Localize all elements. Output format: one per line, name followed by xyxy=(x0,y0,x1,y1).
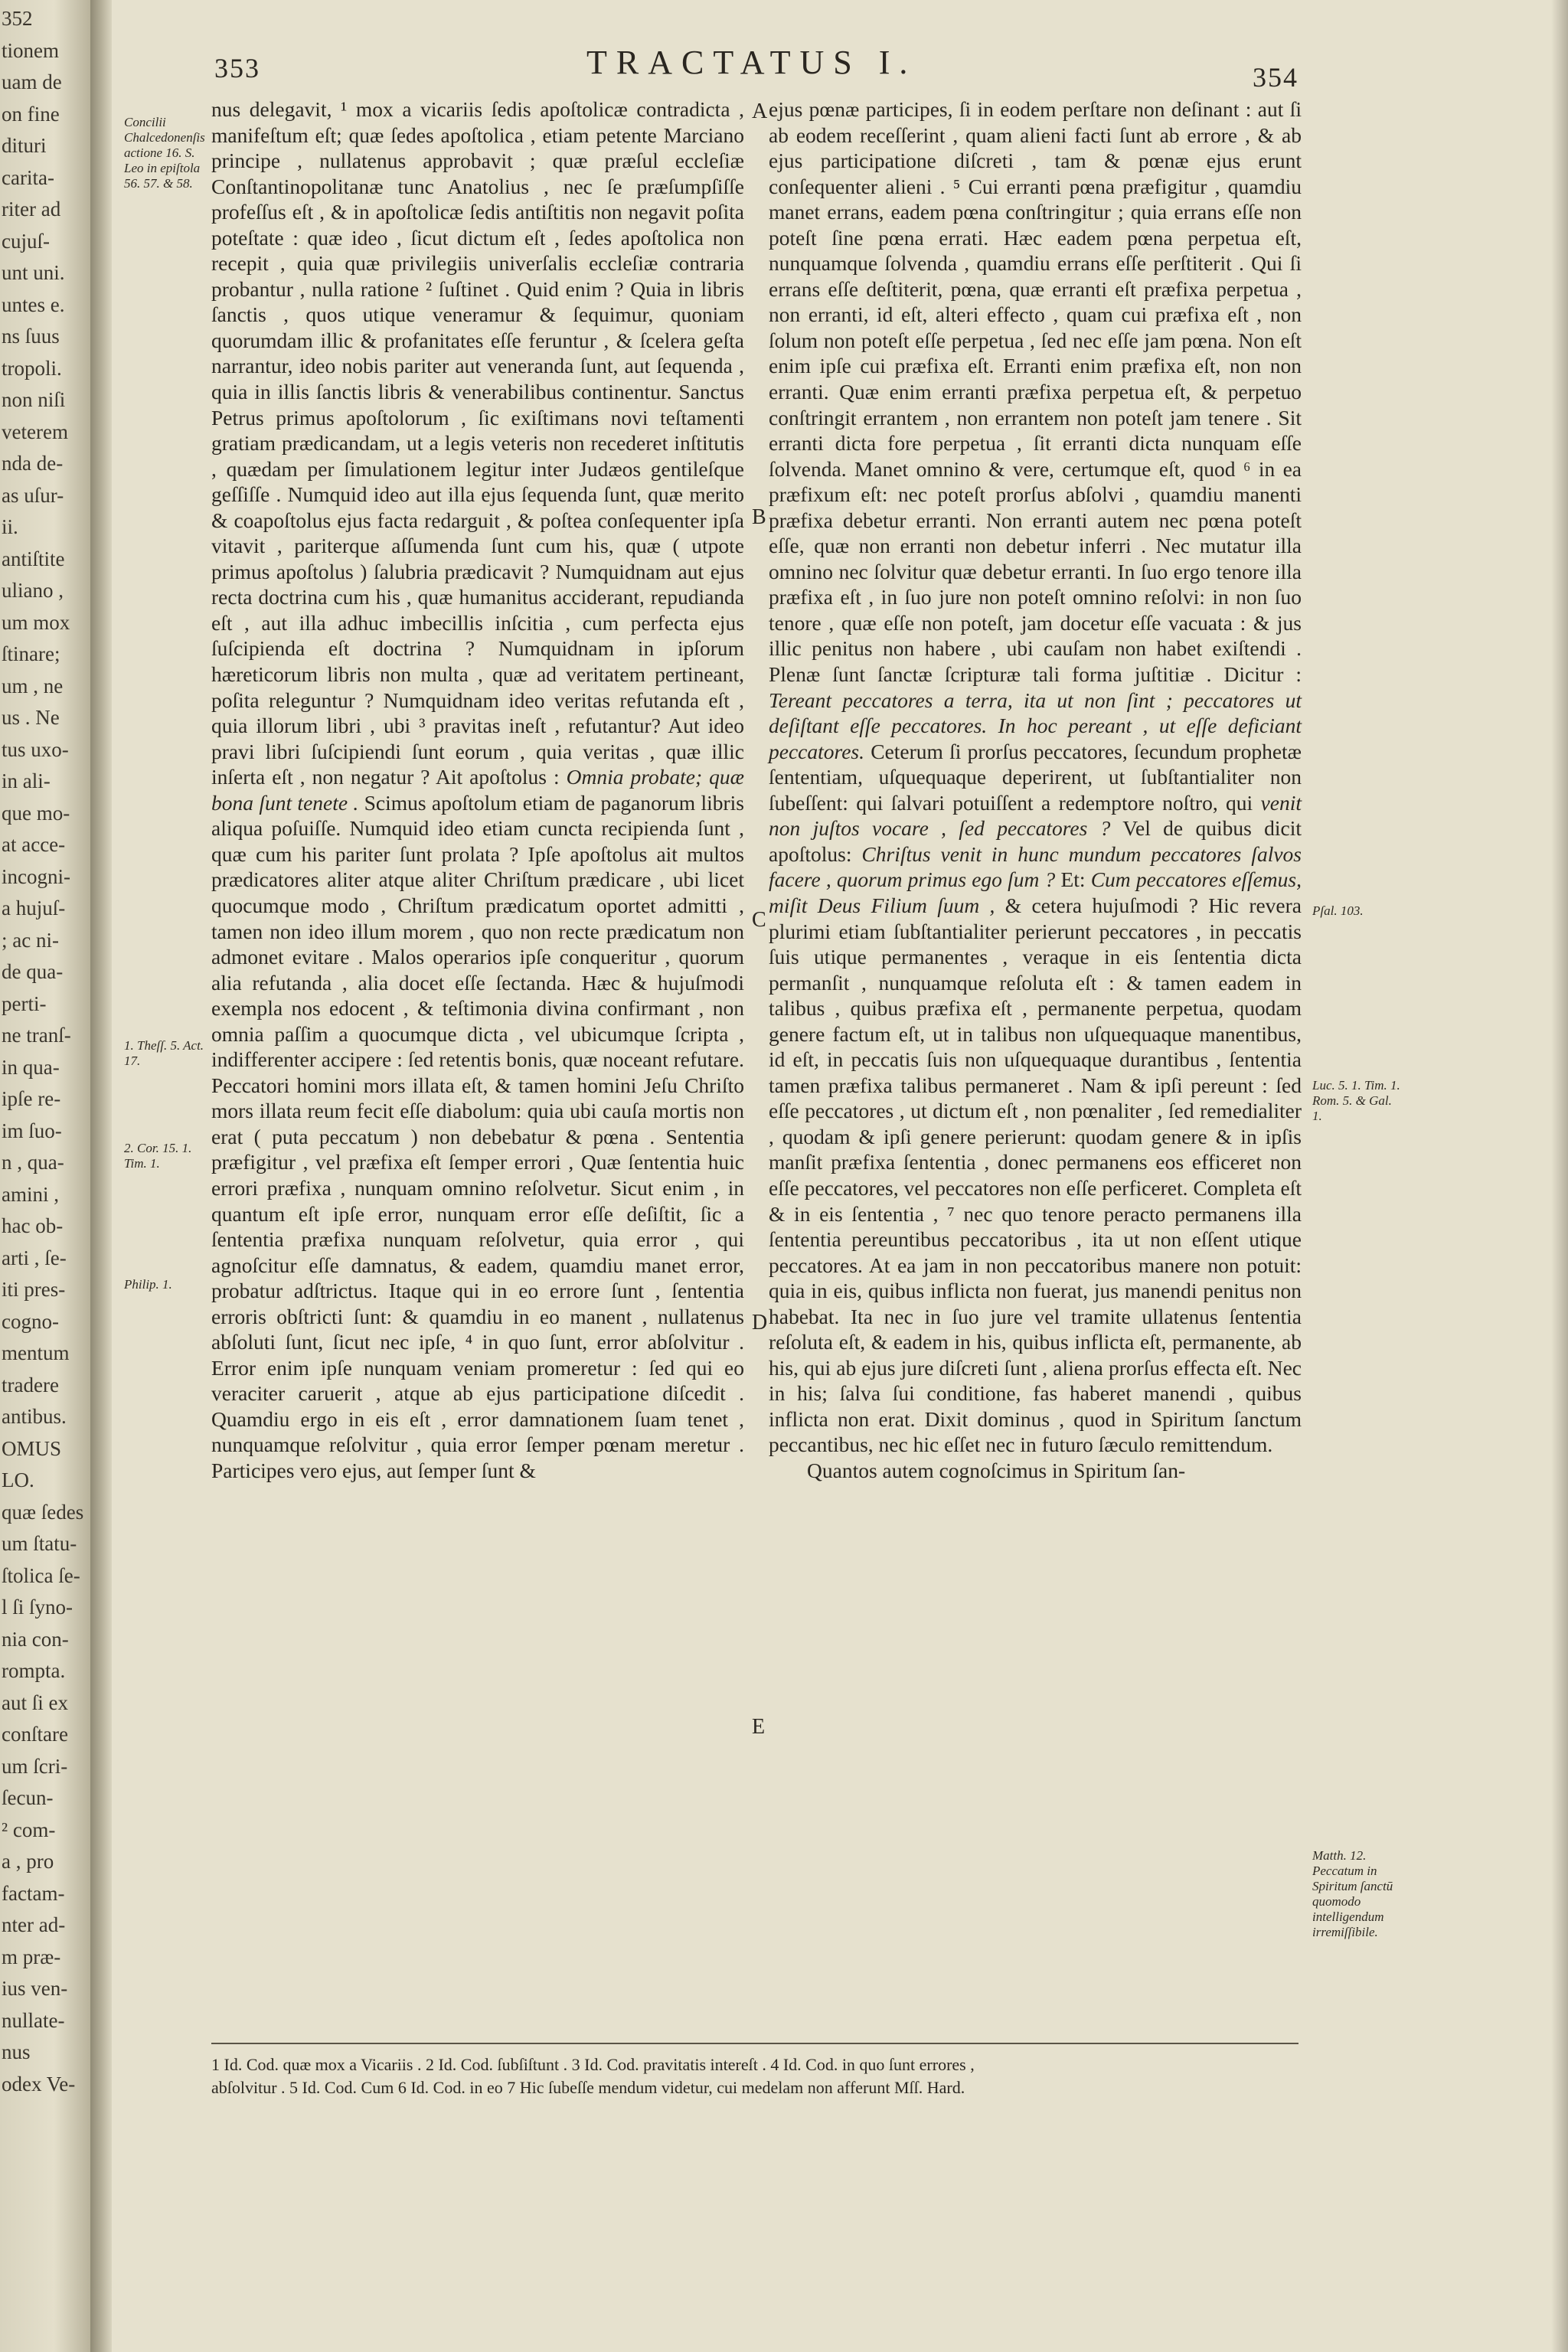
previous-page-fragment: antibus. xyxy=(2,1405,67,1428)
previous-page-fragment: rompta. xyxy=(2,1659,66,1682)
text-run: ejus pœnæ participes, ſi in eodem perſtare non deſinant : aut ſi ab eodem receſſerint , quam alieni facti ſunt ab errore , & ab ejus participatione diſcreti , tam & pœnæ ejus erunt conſequenter alieni . ⁵ Cui erranti pœna præfigitur , quamdiu manet errans, eadem pœna conſtringitur ; quia errans eſſe non poteſt ſine pœna errati. Hæc eadem pœna perpetua eſt, nunquamque ſolvenda , quamdiu errans eſſe perſtiterit . Qui ſi errans eſſe deſtiterit, pœna, quæ erranti eſt præfixa perpetua , non erranti, id eſt, alteri effecto , quam cui præfixa eſt , non ſolum non poteſt eſſe perpetua , ſed nec eſſe jam pœna. Non eſt enim ipſe cui præfixa eſt. Erranti enim præfixa eſt, non non erranti. Quæ enim erranti præfixa perpetua eſt, & perpetuo conſtringit errantem , non errantem non poteſt jam tenere . Sit erranti dicta fore perpetua , ſit erranti dicta nunquam eſſe ſolvenda. Manet omnino & vere, certumque eſt, quod ⁶ in ea præfixum eſt: nec poteſt prorſus abſolvi , quamdiu manenti præfixa debetur erranti. Non erranti autem nec pœna poteſt eſſe, quæ non erranti non debetur inferri . Nec mutatur illa omnino nec ſolvitur quæ debetur erranti. In ſuo ergo tenore illa præfixa eſt , in ſuo jure non poteſt omnino reſolvi: in non ſuo tenore , quæ eſſe non poteſt, jam docetur eſſe vacuata : & jus illic penitus non habere , ubi cauſam non habet exiſtendi . Plenæ ſunt ſanctæ ſcripturæ tali forma juſtitiæ . Dicitur : xyxy=(769,97,1302,687)
book-page xyxy=(112,0,1568,2352)
previous-page-fragment: ſecun- xyxy=(2,1786,54,1809)
running-head xyxy=(112,37,1568,93)
column-marker-a: A xyxy=(752,100,768,123)
page-number-left: 353 xyxy=(214,53,260,83)
text-run: & cetera hujuſmodi ? Hic revera plurimi etiam ſubſtantialiter perierunt peccatores , in peccatis ſuis utique permanentes , veraque in eis ſententia dicta permanſit , nunquamque reſoluta eſt : & tamen eadem in talibus , quibus præfixa eſt , permanente perpetua, quodam genere factum eſt, ut in talibus non uſquequaque manentibus, id eſt, in peccatis ſuis non uſquequaque durantibus , ſententia tamen præfixa talibus permaneret . Nam & ipſi pereunt : ſed eſſe peccatores , ut dictum eſt , non pœnaliter , ſed remedialiter , quodam & ipſi genere perierunt: quodam genere & in ipſis manſit præfixa ſententia , donec permanens eos efficeret non eſſe peccatores, vel peccatores non eſſe perficeret. Completa eſt & in eis ſententia , ⁷ nec quo tenore peracto permanens illa ſententia pereuntibus peccatoribus , ita ut non eſſent utique peccatores. At ea jam in non peccatoribus manere non potuit: quia in eis, quibus inflicta non fuerat, jus manendi penitus non habebat. Ita nec in ſuo jure vel tramite ullatenus ſententia reſoluta eſt, & eadem in his, quibus inflicta eſt, permanente, ab his, qui ab ejus jure diſcreti ſunt , aliena prorſus effecta eſt. Nec in his; ſalva ſui conditione, fas haberet manendi , quibus inflicta non erat. Dixit dominus , quod in Spiritum ſanctum peccantibus, nec hic eſſet nec in futuro ſæculo remittendum. xyxy=(769,893,1302,1457)
text-column-right xyxy=(769,96,1302,1484)
scripture-quote: Cum peccatores eſſemus, miſit Deus Filium ſuum , xyxy=(769,867,1302,917)
previous-page-fragment: on fine xyxy=(2,102,60,126)
previous-page-fragment: ipſe re- xyxy=(2,1087,61,1110)
previous-page-fragment: tropoli. xyxy=(2,356,62,380)
scripture-quote: Chriſtus venit in hunc mundum peccatores ſalvos facere , quorum primus ego ſum ? xyxy=(769,841,1302,892)
margin-note-right-2: Luc. 5. 1. Tim. 1. Rom. 5. & Gal. 1. xyxy=(1312,1078,1400,1123)
page-edge-shadow xyxy=(1551,0,1568,2352)
previous-page-fragment: 352 xyxy=(2,7,33,30)
previous-page-fragment: uliano , xyxy=(2,579,64,602)
previous-page-fragment: ſtolica ſe- xyxy=(2,1563,80,1587)
previous-page-fragment: in ali- xyxy=(2,769,51,792)
previous-page-fragment: LO. xyxy=(2,1468,34,1491)
previous-page-fragment: ns ſuus xyxy=(2,325,60,348)
text-run: Scimus apoſtolum etiam de paganorum libris aliqua poſuiſſe. Numquid ideo etiam cuncta recipienda ſunt , quæ cum his pariter ſunt prolata ? Ipſe apoſtolus ait multos prædicatores aliter atque aliter Chriſtum prædicare , ubi licet quocumque modo , Chriſtum prædicatum oportet admitti , tamen non ideo illum morem , quo non recte prædicatum non admonet evitare . Malos operarios ipſe conqueritur , quorum alia refutanda , alia docet eſſe ſectanda. Hæc & hujuſmodi exempla nos edocent , & teſtimonia divina confirmant , non omnia paſſim a quocumque dicta , vel ubicumque ſcripta , indifferenter accipere : ſed retentis bonis, quæ noceant refutare. Peccatori homini mors illata eſt, & tamen homini Jeſu Chriſto mors illata reum fecit eſſe diabolum: quia ubi cauſa mortis non erat ( puta peccatum ) non debebatur & pœna . Sententia præfigitur , vel præfixa eſt ſemper errori , Quæ ſententia huic errori præfixa , nunquam omnino reſolvetur. Sicut enim , in quantum eſt ipſe error, nunquam error eſſe deſiſtit, ſic a ſententia præfixa nunquam reſolvetur, quia error , qui agnoſcitur eſſe damnatus, & eadem, quamdiu manet error, probatur adſtrictus. Itaque qui in eo errore ſunt , ſententia erroris obſtricti ſunt: & quamdiu in eo manent , nullatenus abſoluti ſunt, ſicut nec ipſe, ⁴ in quo ſunt, error abſolvitur . Error enim ipſe nunquam veniam promeretur : ſed qui eo veraciter caruerit , atque ab ejus participatione diſcedit . Quamdiu ergo in eis eſt , error damnationem ſuam tenet , nunquamque reſolvitur , quia error ſemper pœnam meretur . Participes vero ejus, aut ſemper ſunt & xyxy=(211,790,745,1482)
scripture-quote: Omnia probate; quæ bona ſunt tenete . xyxy=(211,765,744,815)
footnotes xyxy=(211,2053,1406,2099)
previous-page-fragment: riter ad xyxy=(2,198,61,220)
previous-page-fragment: n , qua- xyxy=(2,1151,64,1174)
previous-page-fragment: um ſtatu- xyxy=(2,1532,77,1555)
text-run: nus delegavit, ¹ mox a vicariis ſedis apoſtolicæ contradicta , manifeſtum eſt; quæ ſedes apoſtolica , etiam petente Marciano principe , nullatenus approbavit ; quæ præſul eccleſiæ Conſtantinopolitanæ tunc Anatolius , nec ſe præſumpſiſſe profeſſus eſt , & in apoſtolicæ ſedis antiſtitis non negavit poſita poteſtate : quæ ideo , ſicut dictum eſt , ſedes apoſtolica non recepit , quia quæ privilegiis univerſalis eccleſiæ contraria probantur , nulla ratione ² ſuſtinet . Quid enim ? Quia in libris ſanctis , quos utique veneramur & ſequimur, quoniam quorumdam illic & profanitates eſſe feruntur , & ſcelera geſta narrantur, ideo nobis pariter aut veneranda ſunt, aut ſequenda , quia in illis ſanctis libris & venerabilibus continentur. Sanctus Petrus primus apoſtolorum , ſic exiſtimans novi teſtamenti gratiam prædicandam, ut a legis veteris non recederet inſtitutis , quædam per ſimulationem legitur inter Judæos gentileſque geſſiſſe . Numquid ideo aut illa ejus ſequenda ſunt, quæ merito & coapoſtolus ejus facta redarguit , & poſtea conſequenter ipſa vitavit , pariterque aſſumenda ſunt cum his, quæ ( utpote primus apoſtolus ) ſalubria prædicavit ? Numquidnam aut ejus recta doctrina cum his , quæ humanitus acciderant, repudianda eſt , aut illa adhuc imbecillis inſcitia , cum perfecta ejus ſuſcipienda eſt doctrina ? Numquidnam in ipſorum hæreticorum libris non multa , quæ ad veritatem pertineant, poſita releguntur ? Numquidnam ideo veritas refutanda eſt , quia illorum libri , ubi ³ pravitas ineſt , refutantur? Aut ideo pravi libri ſuſcipiendi ſunt eorum , quia veritas , quæ illic inſerta eſt , non negatur ? Ait apoſtolus : xyxy=(211,97,744,789)
previous-page-fragment: cujuſ- xyxy=(2,229,50,253)
previous-page-fragment: as uſur- xyxy=(2,483,64,507)
margin-note-right-1: Pſal. 103. xyxy=(1312,903,1364,918)
previous-page-fragment: iti pres- xyxy=(2,1278,66,1301)
margin-note-left-3: 2. Cor. 15. 1. Tim. 1. xyxy=(124,1141,192,1171)
scripture-quote: venit non juſtos vocare , ſed peccatores ? xyxy=(769,790,1302,841)
previous-page-fragment: unt uni. xyxy=(2,261,65,284)
previous-page-fragment: de qua- xyxy=(2,960,64,983)
paragraph xyxy=(211,96,744,1484)
previous-page-fragment: incogni- xyxy=(2,864,70,888)
previous-page-fragment: mentum xyxy=(2,1341,70,1364)
column-marker-b: B xyxy=(752,505,766,529)
paragraph xyxy=(769,96,1302,1458)
previous-page-fragment: untes e. xyxy=(2,292,65,316)
previous-page-fragment: perti- xyxy=(2,991,47,1015)
column-marker-c: C xyxy=(752,908,766,932)
previous-page-fragment: ² com- xyxy=(2,1818,56,1841)
text-run: Et: xyxy=(1060,867,1086,892)
previous-page-fragment: in qua- xyxy=(2,1055,60,1079)
paragraph xyxy=(769,1458,1302,1484)
previous-page-fragment: tus uxo- xyxy=(2,737,69,761)
page-title: TRACTATUS I. xyxy=(586,44,917,81)
previous-page-fragment: um mox xyxy=(2,610,70,634)
previous-page-fragment: aut ſi ex xyxy=(2,1690,68,1714)
previous-page-fragment: ; ac ni- xyxy=(2,928,59,952)
previous-page-fragment: um ſcri- xyxy=(2,1754,68,1778)
scripture-quote: Tereant peccatores a terra, ita ut non ſint ; peccatores ut deſiſtant eſſe peccatores. In hoc pereant , ut eſſe deficiant peccatores. xyxy=(769,688,1302,763)
previous-page-fragment: nullate- xyxy=(2,2008,65,2032)
previous-page-fragment: at acce- xyxy=(2,833,66,856)
text-column-left xyxy=(211,96,744,1484)
previous-page-fragment: hac ob- xyxy=(2,1214,64,1237)
previous-page-edge xyxy=(0,0,90,2352)
footnote-line: abſolvitur . 5 Id. Cod. Cum 6 Id. Cod. in eo 7 Hic ſubeſſe mendum videtur, cui medelam non afferunt Mſſ. Hard. xyxy=(211,2078,965,2097)
previous-page-fragment: m præ- xyxy=(2,1945,61,1968)
book-gutter xyxy=(90,0,112,2352)
previous-page-fragment: OMUS xyxy=(2,1436,62,1460)
margin-note-left-4: Philip. 1. xyxy=(124,1277,172,1292)
footnote-rule xyxy=(211,2043,1298,2044)
previous-page-fragment: dituri xyxy=(2,134,47,157)
previous-page-fragment: arti , ſe- xyxy=(2,1246,67,1269)
previous-page-fragment: non niſi xyxy=(2,388,66,411)
previous-page-fragment: um , ne xyxy=(2,674,64,697)
previous-page-fragment: ne tranſ- xyxy=(2,1024,71,1047)
previous-page-fragment: quæ ſedes xyxy=(2,1500,84,1524)
footnote-line: 1 Id. Cod. quæ mox a Vicariis . 2 Id. Cod. ſubſiſtunt . 3 Id. Cod. pravitatis intereſt . 4 Id. Cod. in quo ſunt errores , xyxy=(211,2055,975,2074)
previous-page-fragment: odex Ve- xyxy=(2,2072,76,2096)
text-run: Vel de quibus dicit apoſtolus: xyxy=(769,816,1302,866)
previous-page-fragment: nus xyxy=(2,2040,31,2063)
previous-page-fragment: nter ad- xyxy=(2,1913,66,1936)
previous-page-fragment: tradere xyxy=(2,1373,59,1396)
previous-page-fragment: tionem xyxy=(2,38,59,62)
page-number-right: 354 xyxy=(1253,62,1298,93)
previous-page-fragment: cogno- xyxy=(2,1309,59,1333)
column-marker-d: D xyxy=(752,1311,768,1334)
previous-page-fragment: nda de- xyxy=(2,452,64,475)
previous-page-fragment: l ſi ſyno- xyxy=(2,1596,73,1619)
margin-note-left-1: Concilii Chalcedonenſis actione 16. S. Leo in epiſtola 56. 57. & 58. xyxy=(124,115,205,191)
previous-page-fragment: conſtare xyxy=(2,1723,68,1746)
previous-page-fragment: ii. xyxy=(2,515,18,538)
previous-page-fragment: carita- xyxy=(2,165,54,189)
previous-page-fragment: que mo- xyxy=(2,801,70,825)
margin-note-left-2: 1. Theſſ. 5. Act. 17. xyxy=(124,1038,204,1068)
previous-page-fragment: factam- xyxy=(2,1881,65,1905)
previous-page-fragment: antiſtite xyxy=(2,547,65,570)
column-marker-e: E xyxy=(752,1715,766,1739)
text-run: Ceterum ſi prorſus peccatores, ſecundum prophetæ ſententiam, uſquequaque deperirent, ut ſubſtantialiter non ſubeſſent: qui ſalvari potuiſſent a redemptore noſtro, qui xyxy=(769,739,1302,815)
previous-page-fragment: ius ven- xyxy=(2,1977,68,2000)
previous-page-fragment: veterem xyxy=(2,420,68,443)
previous-page-fragment: ſtinare; xyxy=(2,642,60,665)
previous-page-fragment: uam de xyxy=(2,70,62,93)
previous-page-fragment: a hujuſ- xyxy=(2,897,66,920)
margin-note-right-3: Matth. 12. Peccatum in Spiritum ſanctū quomodo intelligendum irremiſſibile. xyxy=(1312,1848,1393,1939)
previous-page-fragment: us . Ne xyxy=(2,706,60,729)
previous-page-fragment: im ſuo- xyxy=(2,1119,62,1142)
previous-page-fragment: nia con- xyxy=(2,1627,69,1651)
previous-page-fragment: a , pro xyxy=(2,1850,54,1873)
text-run: Quantos autem cognoſcimus in Spiritum ſan- xyxy=(807,1458,1186,1482)
previous-page-fragment: amini , xyxy=(2,1182,59,1206)
